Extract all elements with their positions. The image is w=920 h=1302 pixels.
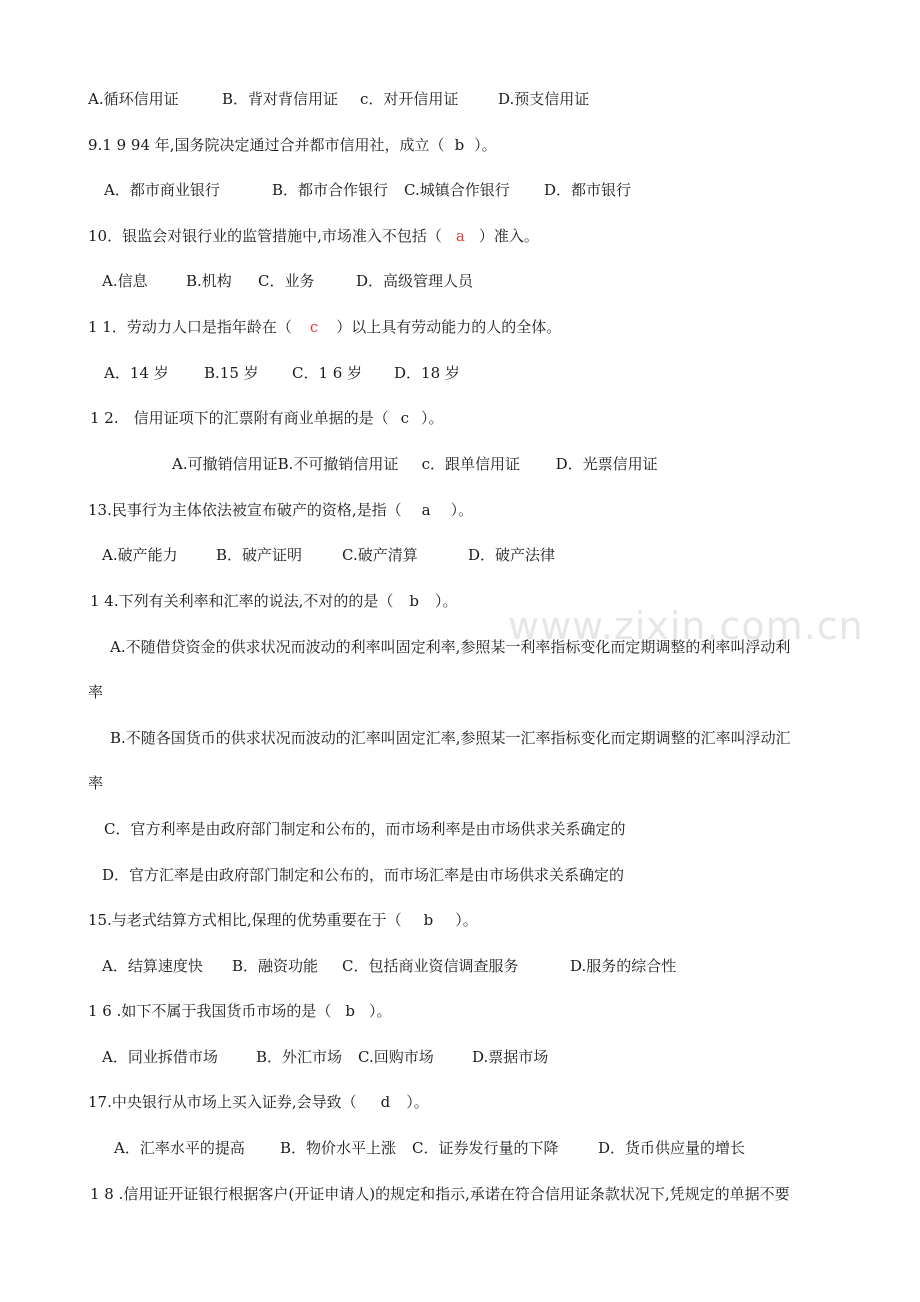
answer: a [421, 501, 431, 519]
q14-option-c: C．官方利率是由政府部门制定和公布的，而市场利率是由市场供求关系确定的 [104, 820, 626, 838]
q13-options [102, 545, 555, 565]
q8-options [88, 89, 589, 109]
option-a: A.信息 [102, 272, 148, 290]
stem-end: ）。 [406, 1093, 429, 1111]
stem-text: 13.民事行为主体依法被宣布破产的资格,是指（ [88, 501, 402, 519]
stem-text: 15.与老式结算方式相比,保理的优势重要在于（ [88, 911, 402, 929]
q17-stem [88, 1092, 429, 1112]
option-b: B．背对背信用证 [222, 90, 339, 108]
q9-stem [88, 135, 497, 155]
option-d: D．货币供应量的增长 [598, 1139, 746, 1157]
watermark: www.zixin.com.cn [508, 604, 864, 648]
q11-options [104, 363, 460, 383]
answer: c [309, 318, 319, 336]
option-b: B．物价水平上涨 [280, 1139, 397, 1157]
option-c: C．1 6 岁 [292, 364, 363, 382]
answer: b [454, 136, 465, 154]
q14-stem [90, 591, 458, 611]
answer: c [400, 409, 410, 427]
stem-text: 1 2. 信用证项下的汇票附有商业单据的是（ [90, 409, 389, 427]
q15-options [102, 956, 676, 976]
option-d: D.服务的综合性 [570, 957, 677, 975]
option-b: B．都市合作银行 [272, 181, 389, 199]
stem-end: ）。 [455, 911, 478, 929]
option-a: A．结算速度快 [102, 957, 203, 975]
stem-text: 1 6 .如下不属于我国货币市场的是（ [88, 1002, 332, 1020]
q16-options [102, 1047, 548, 1067]
stem-end: ）。 [369, 1002, 392, 1020]
option-a: A.可撤销信用证 [172, 455, 278, 473]
option-b: B.机构 [186, 272, 232, 290]
option-b: B．破产证明 [216, 546, 303, 564]
answer: b [345, 1002, 356, 1020]
option-c: c．对开信用证 [360, 90, 459, 108]
q16-stem [88, 1001, 392, 1021]
q14-option-a: A.不随借贷资金的供求状况而波动的利率叫固定利率,参照某一利率指标变化而定期调整的利率叫浮动利 [110, 638, 791, 656]
q9-options [104, 180, 631, 200]
option-c: C.破产清算 [342, 546, 418, 564]
option-d: D.预支信用证 [498, 90, 590, 108]
option-d: D．光票信用证 [555, 455, 658, 473]
option-d: D．都市银行 [544, 181, 632, 199]
stem-text: 9.1 9 94 年,国务院决定通过合并都市信用社，成立（ [88, 136, 445, 154]
stem-end: ）。 [450, 501, 474, 519]
stem-text: 1 4.下列有关利率和汇率的说法,不对的的是（ [90, 592, 394, 610]
option-b: B.15 岁 [204, 364, 259, 382]
stem-end: ）。 [421, 409, 444, 427]
stem-end: ）。 [435, 592, 458, 610]
q14-option-a-cont: 率 [88, 683, 104, 701]
q10-stem [88, 226, 539, 246]
stem-end: ）准入。 [478, 227, 539, 245]
option-c: C．包括商业资信调查服务 [342, 957, 519, 975]
q18-stem: 1 8 .信用证开证银行根据客户(开证申请人)的规定和指示,承诺在符合信用证条款状况下,凭规定的单据不要 [90, 1185, 790, 1203]
answer: d [380, 1093, 391, 1111]
answer: a [455, 227, 465, 245]
q14-option-b-cont: 率 [88, 774, 104, 792]
stem-text: 17.中央银行从市场上买入证券,会导致（ [88, 1093, 357, 1111]
answer: b [409, 592, 420, 610]
q17-options [114, 1138, 745, 1158]
q14-option-d: D．官方汇率是由政府部门制定和公布的，而市场汇率是由市场供求关系确定的 [102, 866, 625, 884]
q10-options [102, 271, 473, 291]
stem-end: ）。 [474, 136, 497, 154]
option-b: B．融资功能 [232, 957, 319, 975]
q15-stem [88, 910, 478, 930]
option-c: C.城镇合作银行 [404, 181, 510, 199]
q11-stem [88, 317, 561, 337]
option-a: A．汇率水平的提高 [114, 1139, 245, 1157]
q12-options [172, 454, 658, 474]
answer: b [423, 911, 434, 929]
option-a: A.破产能力 [102, 546, 178, 564]
stem-text: 10．银监会对银行业的监管措施中,市场准入不包括（ [88, 227, 442, 245]
option-a: A.循环信用证 [88, 90, 179, 108]
option-a: A．14 岁 [104, 364, 169, 382]
option-c: C．证券发行量的下降 [412, 1139, 559, 1157]
option-b: B.不可撤销信用证 [277, 455, 399, 473]
option-a: A．都市商业银行 [104, 181, 220, 199]
option-c: C.回购市场 [358, 1048, 434, 1066]
stem-text: 1 1．劳动力人口是指年龄在（ [88, 318, 292, 336]
q14-option-b: B.不随各国货币的供求状况而波动的汇率叫固定汇率,参照某一汇率指标变化而定期调整的汇率叫浮动汇 [110, 729, 791, 747]
option-d: D.票据市场 [472, 1048, 549, 1066]
option-a: A．同业拆借市场 [102, 1048, 218, 1066]
option-d: D．18 岁 [394, 364, 460, 382]
q12-stem [90, 408, 444, 428]
q13-stem [88, 500, 473, 520]
option-d: D．高级管理人员 [356, 272, 474, 290]
stem-end: ）以上具有劳动能力的人的全体。 [336, 318, 562, 336]
option-c: c．跟单信用证 [421, 455, 521, 473]
option-b: B．外汇市场 [256, 1048, 343, 1066]
option-d: D．破产法律 [468, 546, 556, 564]
option-c: C．业务 [258, 272, 315, 290]
